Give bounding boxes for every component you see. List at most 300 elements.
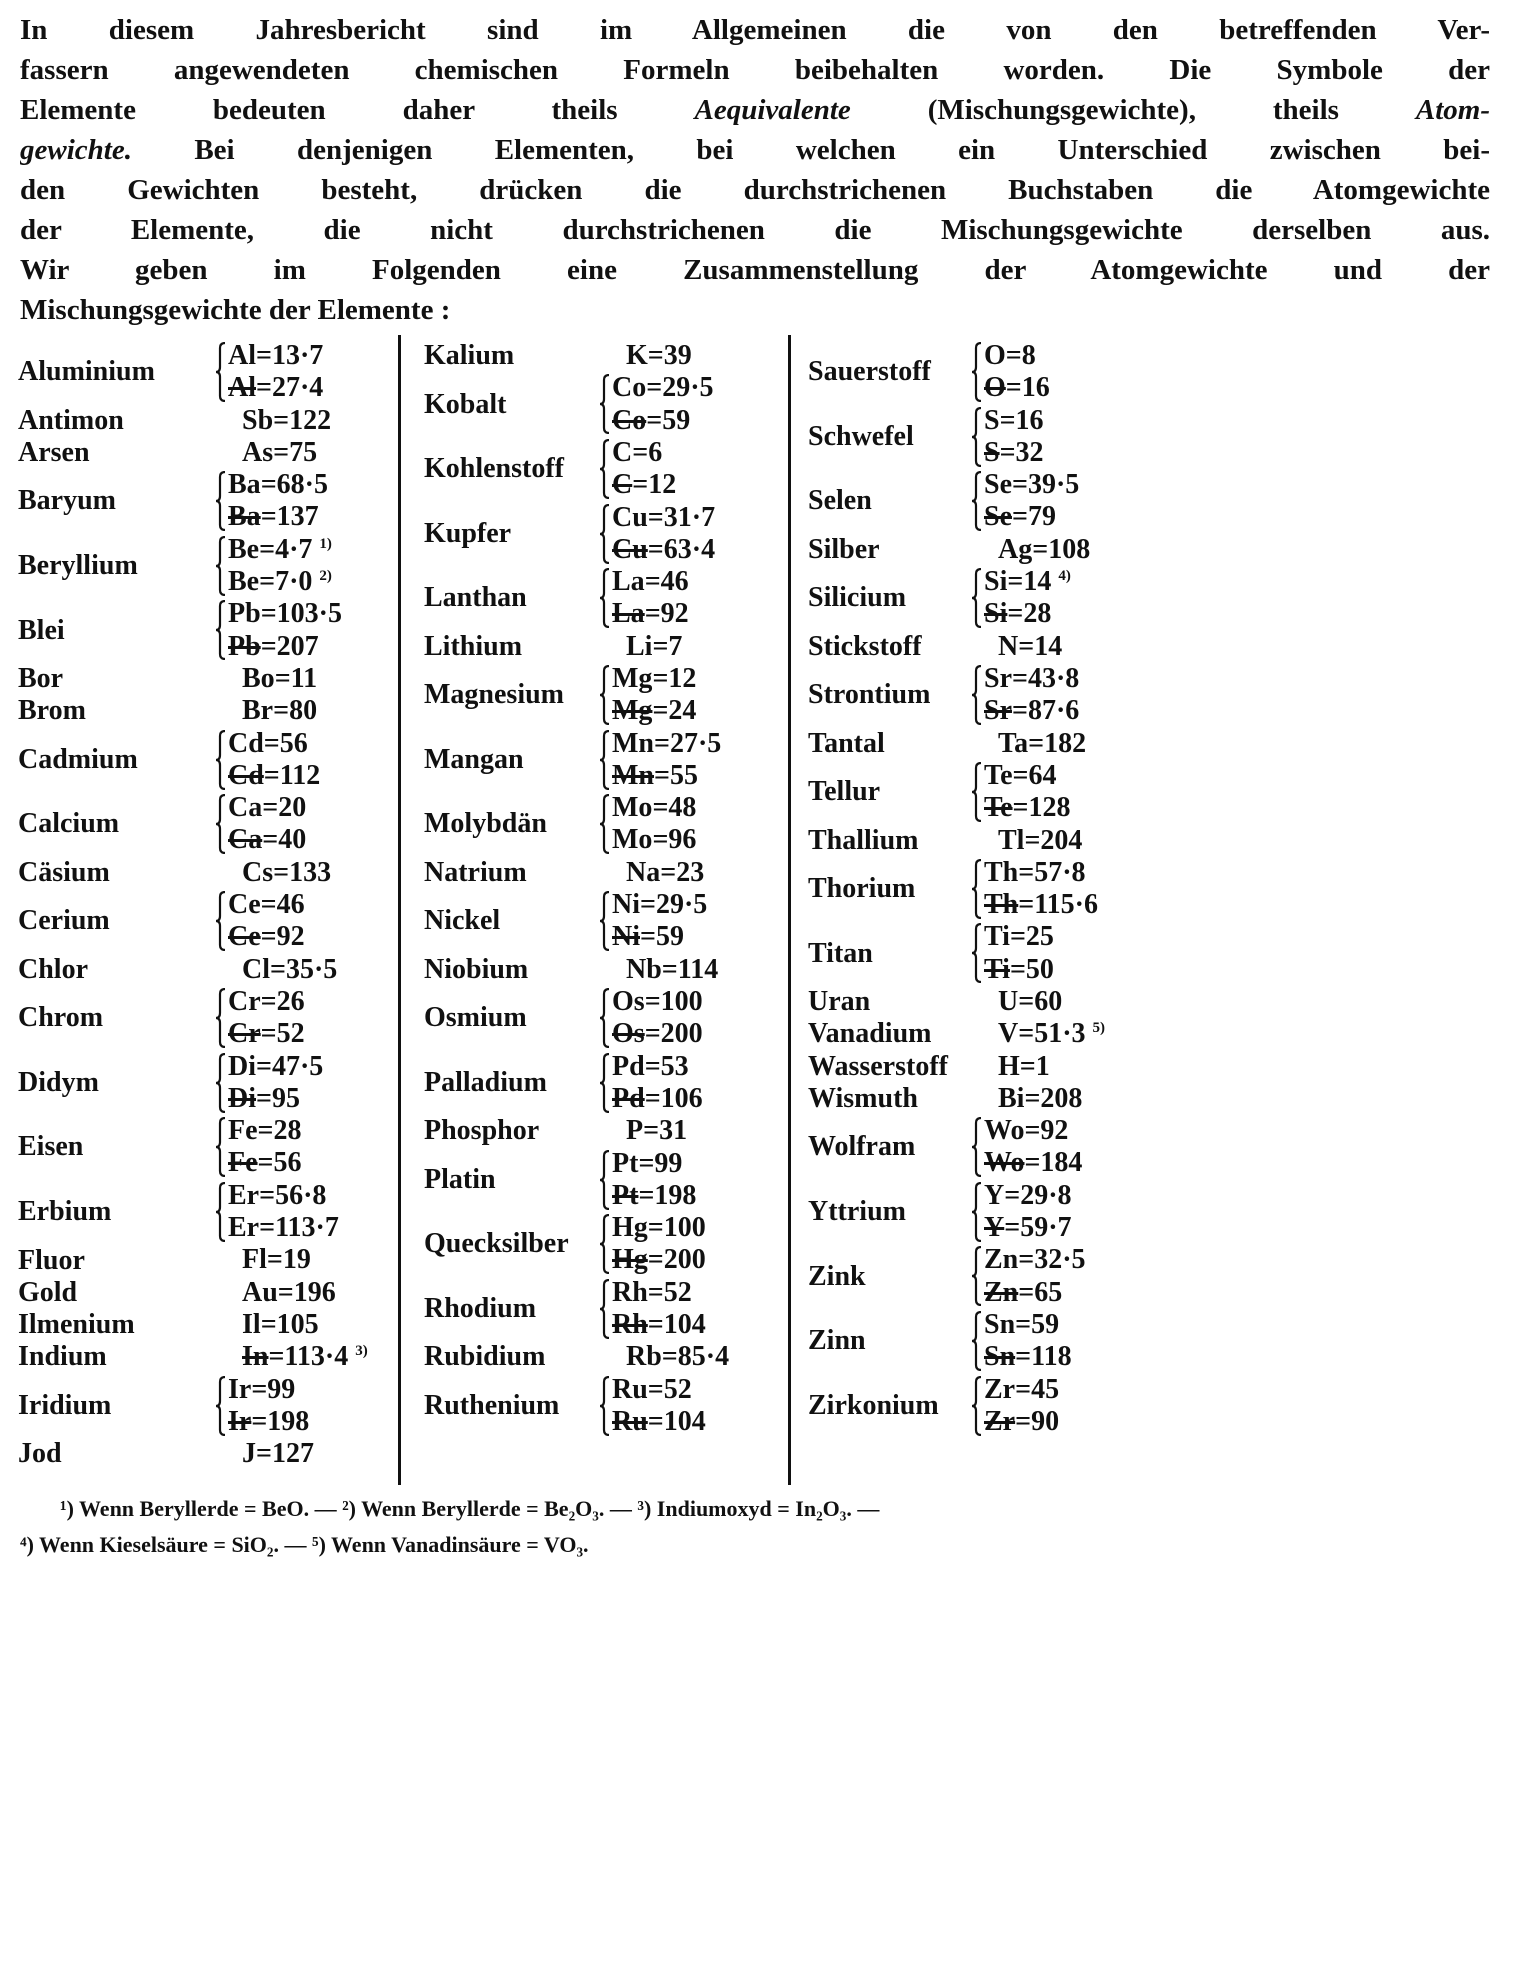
brace-path: [972, 763, 981, 821]
weight-value: =47·5: [256, 1050, 324, 1082]
element-weights: [242, 954, 337, 986]
brace-path: [972, 1118, 981, 1176]
brace-icon: [599, 374, 611, 434]
element-weights: [612, 792, 696, 857]
element-symbol: Cd: [228, 759, 264, 791]
element-symbol: Te: [984, 792, 1013, 824]
element-name: Natrium: [424, 856, 527, 888]
weight-value: =99: [251, 1373, 296, 1405]
element-entry: [808, 1083, 1188, 1115]
equivalent-weight: [228, 1212, 339, 1244]
atomic-weight: [228, 824, 306, 856]
equivalent-weight: [612, 663, 696, 695]
atomic-weight: [984, 501, 1079, 533]
weight-value: =24: [652, 695, 697, 727]
brace-path: [972, 408, 981, 466]
element-name: Beryllium: [18, 550, 138, 582]
weight-value: =52: [260, 1018, 305, 1050]
brace-icon: [215, 891, 227, 951]
element-symbol: Th: [984, 889, 1019, 921]
atomic-weight: [228, 1406, 309, 1438]
weight-value: =59: [1015, 1309, 1060, 1340]
element-weights: [984, 1244, 1086, 1309]
weight-value: =122: [273, 404, 332, 436]
element-weights: [612, 1277, 706, 1342]
element-symbol: Ag: [998, 533, 1033, 565]
element-entry: [808, 1374, 1188, 1439]
brace-icon: [971, 1311, 983, 1371]
element-name: Mangan: [424, 743, 524, 775]
element-name: Rhodium: [424, 1292, 537, 1324]
atomic-weight: [984, 598, 1071, 630]
equivalent-weight: [984, 663, 1079, 695]
element-name: Kobalt: [424, 388, 507, 420]
element-symbol: Sn: [984, 1309, 1016, 1340]
equivalent-weight: [626, 1341, 729, 1373]
weight-value: =56·8: [259, 1179, 327, 1211]
equivalent-weight: [242, 695, 317, 727]
element-symbol: Y: [984, 1179, 1005, 1211]
atomic-weight: [984, 437, 1044, 469]
brace-icon: [215, 600, 227, 660]
element-weights: [998, 825, 1082, 857]
equivalent-weight: [998, 1018, 1105, 1050]
atomic-weight: [612, 1018, 703, 1050]
equivalent-weight: [998, 728, 1086, 760]
element-entry: [808, 728, 1188, 760]
intro-paragraph: [20, 10, 1490, 330]
element-name: Platin: [424, 1163, 496, 1195]
weight-value: =6: [632, 436, 663, 468]
element-symbol: Zn: [984, 1276, 1019, 1308]
element-symbol: N: [998, 630, 1019, 662]
element-weights: [984, 857, 1098, 922]
element-weights: [228, 728, 320, 793]
equivalent-weight: [228, 469, 328, 501]
footnote-line-1: ¹) Wenn Beryllerde = BeO. — ²) Wenn Beryllerde = Be₂O₃. — ³) Indiumoxyd = In₂O₃. —: [60, 1496, 880, 1521]
weight-value: =108: [1032, 533, 1091, 565]
brace-path: [600, 440, 609, 498]
equivalent-weight: [984, 1309, 1072, 1341]
equivalent-weight: [984, 469, 1079, 501]
intro-line: [20, 50, 1490, 90]
element-entry: [424, 502, 804, 567]
brace-path: [972, 666, 981, 724]
atomic-weight: [984, 1277, 1086, 1309]
element-entry: [18, 469, 398, 534]
weight-value: =28: [257, 1115, 302, 1147]
equivalent-weight: [612, 502, 715, 534]
brace-path: [600, 1215, 609, 1273]
brace-path: [216, 537, 225, 595]
element-entry: [808, 1115, 1188, 1180]
brace-icon: [215, 1376, 227, 1436]
element-weights: [612, 986, 703, 1051]
equivalent-weight: [984, 1374, 1059, 1406]
element-entry: [18, 534, 398, 599]
element-name: Lithium: [424, 630, 523, 662]
equivalent-weight: [626, 340, 692, 372]
element-entry: [18, 1115, 398, 1180]
element-symbol: Pb: [228, 598, 261, 630]
element-entry: [808, 340, 1188, 405]
equivalent-weight: [228, 534, 332, 566]
element-symbol: Cu: [612, 533, 648, 565]
brace-icon: [599, 1376, 611, 1436]
element-entry: [18, 1244, 398, 1276]
equivalent-weight: [612, 1374, 706, 1406]
element-entry: [424, 1341, 804, 1373]
weight-value: =127: [256, 1438, 314, 1470]
element-weights: [612, 1051, 703, 1116]
element-name: Wasserstoff: [808, 1050, 948, 1082]
element-symbol: Hg: [612, 1212, 648, 1244]
element-weights: [228, 889, 305, 954]
brace-icon: [971, 407, 983, 467]
brace-icon: [215, 988, 227, 1048]
brace-path: [600, 666, 609, 724]
atomic-weight: [984, 1341, 1072, 1373]
element-symbol: Cs: [242, 856, 274, 888]
weight-value: =4·7: [259, 533, 313, 565]
element-entry: [808, 921, 1188, 986]
brace-icon: [599, 1214, 611, 1274]
element-weights: [626, 340, 692, 372]
element-weights: [984, 760, 1071, 825]
element-weights: [612, 663, 696, 728]
weight-value: =46: [644, 566, 689, 598]
brace-icon: [971, 342, 983, 402]
element-symbol: Hg: [612, 1244, 648, 1276]
brace-icon: [971, 859, 983, 919]
element-name: Ruthenium: [424, 1389, 560, 1421]
element-weights: [612, 437, 676, 502]
weight-value: =103·5: [260, 598, 342, 630]
element-name: Zinn: [808, 1325, 866, 1357]
weight-value: =25: [1009, 921, 1054, 953]
atomic-weight: [984, 889, 1098, 921]
equivalent-weight: [228, 1374, 309, 1406]
intro-text: Wir geben im Folgenden eine Zusammenstellung der Atomgewichte und der: [20, 254, 1490, 286]
element-name: Zirkonium: [808, 1389, 939, 1421]
brace-path: [216, 343, 225, 401]
brace-path: [972, 860, 981, 918]
element-weights: [626, 857, 704, 889]
element-weights: [242, 1438, 314, 1470]
brace-path: [972, 1312, 981, 1370]
element-symbol: Ce: [228, 921, 261, 953]
equivalent-weight: [612, 986, 703, 1018]
brace-path: [600, 892, 609, 950]
element-symbol: Zn: [984, 1244, 1019, 1276]
atomic-weight: [612, 469, 676, 501]
brace-icon: [215, 1117, 227, 1177]
element-symbol: Cr: [228, 1018, 261, 1050]
element-weights: [998, 631, 1062, 663]
element-name: Lanthan: [424, 582, 527, 614]
weight-value: =114: [661, 953, 719, 985]
element-symbol: Fl: [242, 1244, 267, 1276]
brace-path: [972, 1183, 981, 1241]
weight-value: =100: [644, 986, 703, 1017]
intro-italic-text: gewichte.: [20, 134, 132, 166]
element-name: Palladium: [424, 1066, 547, 1098]
weight-value: =12: [632, 469, 677, 501]
atomic-weight: [228, 760, 320, 792]
equivalent-weight: [984, 1244, 1086, 1276]
element-name: Tellur: [808, 776, 881, 808]
element-name: Ilmenium: [18, 1309, 135, 1341]
element-entry: [808, 405, 1188, 470]
equivalent-weight: [626, 1115, 687, 1147]
element-symbol: Y: [984, 1212, 1005, 1244]
element-symbol: Cd: [228, 727, 264, 759]
brace-path: [600, 1151, 609, 1209]
equivalent-weight: [998, 534, 1090, 566]
equivalent-weight: [228, 1115, 302, 1147]
element-weights: [626, 1341, 729, 1373]
weight-value: =11: [274, 663, 318, 694]
element-symbol: Os: [612, 1018, 645, 1050]
column-divider: [398, 335, 401, 1485]
element-weights: [228, 792, 306, 857]
element-name: Rubidium: [424, 1341, 546, 1373]
weight-value: =23: [660, 856, 705, 888]
element-symbol: Au: [242, 1276, 278, 1308]
element-name: Nickel: [424, 905, 501, 937]
element-name: Cerium: [18, 905, 110, 937]
equivalent-weight: [228, 792, 306, 824]
equivalent-weight: [612, 792, 696, 824]
element-weights: [984, 469, 1079, 534]
weight-value: =13·7: [256, 340, 324, 371]
element-name: Titan: [808, 937, 873, 969]
weight-value: =59·7: [1004, 1212, 1072, 1244]
element-symbol: Fe: [228, 1147, 258, 1179]
element-entry: [808, 631, 1188, 663]
equivalent-weight: [998, 825, 1082, 857]
element-symbol: Ir: [228, 1373, 252, 1405]
element-symbol: Er: [228, 1179, 260, 1211]
element-entry: [18, 340, 398, 405]
weight-value: =87·6: [1012, 695, 1080, 727]
brace-icon: [971, 1246, 983, 1306]
element-entry: [808, 1018, 1188, 1050]
element-entry: [18, 889, 398, 954]
weight-value: =92: [644, 598, 689, 630]
brace-icon: [599, 665, 611, 725]
brace-icon: [215, 1182, 227, 1242]
brace-icon: [599, 730, 611, 790]
element-entry: [424, 792, 804, 857]
weight-value: =128: [1012, 792, 1071, 824]
element-entry: [18, 728, 398, 793]
element-entry: [424, 631, 804, 663]
intro-text: In diesem Jahresbericht sind im Allgemeinen die von den betreffenden Ver-: [20, 14, 1490, 46]
brace-icon: [971, 568, 983, 628]
element-symbol: Be: [228, 566, 260, 598]
brace-path: [972, 924, 981, 982]
weight-value: =43·8: [1012, 663, 1080, 694]
footnote-ref: 3): [355, 1343, 368, 1360]
element-entry: [18, 1051, 398, 1116]
element-weights: [984, 1115, 1082, 1180]
equivalent-weight: [228, 728, 320, 760]
brace-icon: [599, 504, 611, 564]
weight-value: =16: [1005, 372, 1050, 404]
element-entry: [808, 1244, 1188, 1309]
weight-value: =207: [260, 630, 319, 662]
element-name: Selen: [808, 485, 872, 517]
element-weights: [228, 986, 305, 1051]
element-name: Aluminium: [18, 356, 155, 388]
element-name: Baryum: [18, 485, 116, 517]
weight-value: =50: [1009, 953, 1054, 985]
equivalent-weight: [228, 598, 342, 630]
element-symbol: Na: [626, 856, 661, 888]
weight-value: =198: [638, 1179, 697, 1211]
atomic-weight: [612, 695, 696, 727]
element-entry: [424, 1051, 804, 1116]
element-weights: [228, 1180, 339, 1245]
brace-icon: [215, 794, 227, 854]
element-entry: [18, 986, 398, 1051]
weight-value: =19: [266, 1244, 311, 1276]
atomic-weight: [242, 1341, 368, 1373]
weight-value: =104: [647, 1405, 706, 1437]
element-name: Thorium: [808, 873, 916, 905]
weight-value: =31: [643, 1115, 688, 1147]
element-symbol: Br: [242, 695, 274, 727]
element-entry: [18, 405, 398, 437]
element-weights: [242, 437, 317, 469]
element-weights: [612, 566, 689, 631]
element-weights: [612, 1374, 706, 1439]
atomic-weight: [984, 792, 1071, 824]
weight-value: =60: [1018, 986, 1063, 1017]
weight-value: =85·4: [661, 1341, 730, 1373]
element-symbol: Ta: [998, 727, 1029, 759]
equivalent-weight: [228, 986, 305, 1018]
element-name: Fluor: [18, 1244, 85, 1276]
brace-path: [216, 795, 225, 853]
intro-line: [20, 130, 1490, 170]
element-entry: [18, 792, 398, 857]
intro-text: (Mischungsgewichte), theils: [850, 94, 1416, 126]
intro-line: [20, 10, 1490, 50]
element-name: Indium: [18, 1341, 107, 1373]
element-entry: [18, 1341, 398, 1373]
element-symbol: Fe: [228, 1115, 258, 1147]
equivalent-weight: [242, 405, 331, 437]
element-symbol: V: [998, 1018, 1019, 1050]
footnote-ref: 1): [319, 535, 332, 552]
weight-value: =29·5: [646, 372, 714, 404]
intro-line: [20, 90, 1490, 130]
element-symbol: Ru: [612, 1405, 648, 1437]
element-symbol: Cu: [612, 501, 648, 533]
element-symbol: Ru: [612, 1373, 648, 1405]
weight-value: =196: [277, 1276, 336, 1308]
equivalent-weight: [228, 1180, 339, 1212]
element-name: Silicium: [808, 582, 907, 614]
element-name: Zink: [808, 1260, 866, 1292]
equivalent-weight: [998, 631, 1062, 663]
atomic-weight: [984, 1212, 1072, 1244]
brace-path: [216, 1118, 225, 1176]
element-symbol: La: [612, 598, 645, 630]
atomic-weight: [612, 1083, 703, 1115]
weight-value: =104: [647, 1308, 706, 1340]
weight-value: =100: [647, 1212, 706, 1244]
element-name: Silber: [808, 533, 880, 565]
element-name: Bor: [18, 663, 64, 695]
element-weights: [228, 340, 323, 405]
weight-value: =45: [1015, 1373, 1060, 1405]
element-symbol: Rh: [612, 1308, 648, 1340]
element-symbol: O: [984, 340, 1006, 371]
element-entry: [18, 1309, 398, 1341]
atomic-weight: [612, 1406, 706, 1438]
element-symbol: Al: [228, 372, 256, 404]
weight-value: =27·5: [654, 727, 722, 759]
element-entry: [808, 534, 1188, 566]
element-symbol: Cl: [242, 953, 270, 985]
element-entry: [18, 1180, 398, 1245]
intro-text: den Gewichten besteht, drücken die durchstrichenen Buchstaben die Atomgewichte: [20, 174, 1490, 206]
weight-value: =184: [1024, 1147, 1083, 1179]
element-symbol: Ni: [612, 921, 640, 953]
element-weights: [612, 728, 721, 793]
element-symbol: Ti: [984, 921, 1010, 953]
brace-icon: [971, 1376, 983, 1436]
weight-value: =198: [251, 1405, 310, 1437]
brace-icon: [215, 471, 227, 531]
element-name: Brom: [18, 695, 86, 727]
brace-icon: [599, 988, 611, 1048]
element-weights: [242, 1309, 319, 1341]
element-entry: [424, 1115, 804, 1147]
element-name: Didym: [18, 1066, 99, 1098]
element-weights: [612, 372, 714, 437]
intro-italic-text: Atom-: [1415, 94, 1490, 126]
element-weights: [242, 857, 331, 889]
element-name: Thallium: [808, 824, 919, 856]
equivalent-weight: [228, 566, 332, 598]
equivalent-weight: [242, 857, 331, 889]
element-name: Strontium: [808, 679, 931, 711]
weight-value: =27·4: [256, 372, 324, 404]
element-symbol: Li: [626, 630, 653, 662]
brace-icon: [971, 1117, 983, 1177]
atomic-weight: [984, 1147, 1082, 1179]
element-symbol: Wo: [984, 1147, 1025, 1179]
element-weights: [612, 1148, 696, 1213]
element-entry: [808, 469, 1188, 534]
element-name: Iridium: [18, 1389, 112, 1421]
brace-path: [600, 1054, 609, 1112]
atomic-weight: [228, 501, 328, 533]
weight-value: =59: [646, 404, 691, 436]
weight-value: =12: [652, 663, 697, 694]
element-name: Wolfram: [808, 1131, 916, 1163]
element-symbol: H: [998, 1050, 1020, 1082]
element-symbol: Mo: [612, 792, 653, 824]
weight-value: =52: [647, 1373, 692, 1405]
equivalent-weight: [612, 1051, 703, 1083]
weight-value: =182: [1028, 727, 1087, 759]
element-symbol: Di: [228, 1082, 256, 1114]
